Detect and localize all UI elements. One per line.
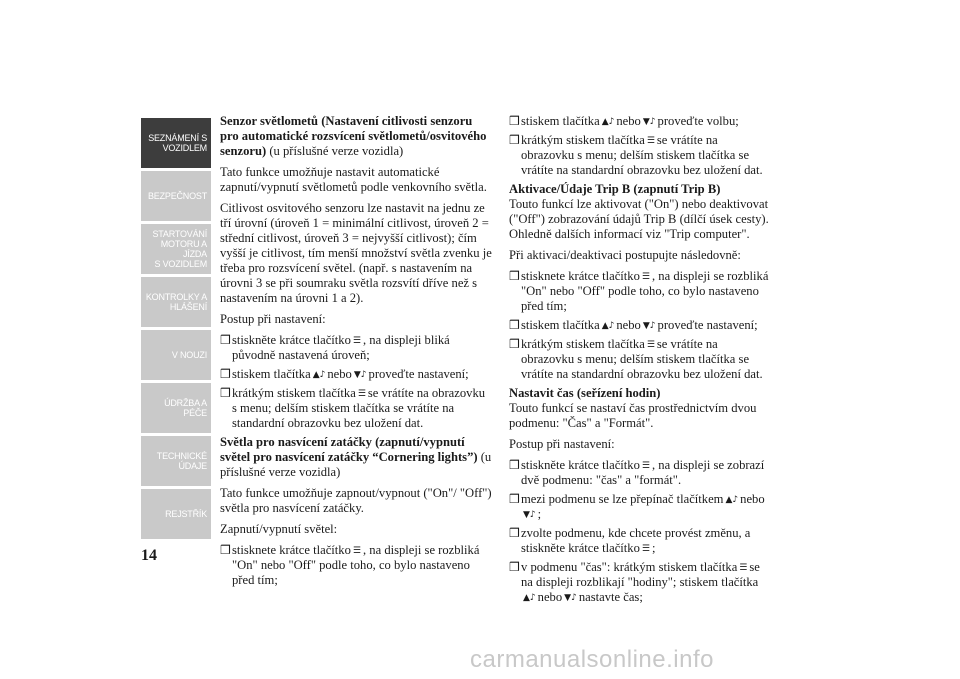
checkbox-bullet-icon: ❒	[509, 114, 520, 128]
tab-seznameni[interactable]: SEZNÁMENÍ S VOZIDLEM	[141, 118, 211, 168]
list-item: ❒ stiskem tlačítka ▲♪ nebo ▼♪ proveďte volbu;	[509, 114, 739, 128]
checkbox-bullet-icon: ❒	[220, 333, 231, 347]
section-heading: Světla pro nasvícení zatáčky (zapnutí/vypnutí světel pro nasvícení zatáčky “Cornering lights”) (u příslušné verze vozidla)	[220, 435, 492, 479]
list-item: ❒ zvolte podmenu, kde chcete provést změnu, a stiskněte krátce tlačítko ☰ ;	[509, 526, 751, 555]
checkbox-bullet-icon: ❒	[509, 318, 520, 332]
list-item: ❒ stiskem tlačítka ▲♪ nebo ▼♪ proveďte nastavení;	[509, 318, 758, 332]
paragraph: Zapnutí/vypnutí světel:	[220, 522, 338, 536]
list-item: ❒ v podmenu "čas": krátkým stiskem tlačítka ☰ se na displeji rozblikají "hodiny"; stiskem tlačítka▲♪ nebo ▼♪ nastavte čas;	[509, 560, 760, 604]
menu-button-icon: ☰	[352, 336, 361, 346]
tab-bezpecnost[interactable]: BEZPEČNOST	[141, 171, 211, 221]
menu-button-icon: ☰	[646, 340, 655, 350]
up-button-icon: ▲♪	[601, 117, 615, 127]
down-button-icon: ▼♪	[564, 593, 577, 603]
checkbox-bullet-icon: ❒	[509, 560, 520, 574]
menu-button-icon: ☰	[357, 389, 366, 399]
checkbox-bullet-icon: ❒	[509, 269, 520, 283]
paragraph: Postup při nastavení:	[220, 312, 326, 326]
menu-button-icon: ☰	[352, 546, 361, 556]
down-button-icon: ▼♪	[642, 117, 656, 127]
checkbox-bullet-icon: ❒	[220, 386, 231, 400]
tab-v-nouzi[interactable]: V NOUZI	[141, 330, 211, 380]
menu-button-icon: ☰	[641, 272, 650, 282]
tab-technicke[interactable]: TECHNICKÉ ÚDAJE	[141, 436, 211, 486]
checkbox-bullet-icon: ❒	[509, 337, 520, 351]
list-item: ❒ stisknete krátce tlačítko ☰ , na displeji se rozbliká "On" nebo "Off" podle toho, co bylo nastaveno před tím;	[509, 269, 769, 313]
paragraph: Touto funkcí lze aktivovat ("On") nebo deaktivovat ("Off") zobrazování údajů Trip B (dílčí úsek cesty). Ohledně dalších informací viz "Trip computer".	[509, 197, 769, 241]
right-column	[509, 114, 774, 609]
tab-udrzba[interactable]: ÚDRŽBA A PÉČE	[141, 383, 211, 433]
list-item: ❒ stiskněte krátce tlačítko ☰ , na displeji se zobrazí dvě podmenu: "čas" a "formát".	[509, 458, 765, 487]
checkbox-bullet-icon: ❒	[509, 526, 520, 540]
checkbox-bullet-icon: ❒	[220, 367, 231, 381]
down-button-icon: ▼♪	[523, 510, 536, 520]
list-item: ❒ mezi podmenu se lze přepínač tlačítkem ▲♪ nebo▼♪ ;	[509, 492, 765, 521]
watermark-text: carmanualsonline.info	[470, 646, 714, 673]
up-button-icon: ▲♪	[601, 321, 615, 331]
down-button-icon: ▼♪	[353, 370, 367, 380]
menu-button-icon: ☰	[646, 136, 655, 146]
menu-button-icon: ☰	[641, 461, 650, 471]
list-item: ❒ stiskem tlačítka ▲♪ nebo ▼♪ proveďte nastavení;	[220, 367, 469, 381]
up-button-icon: ▲♪	[312, 370, 326, 380]
checkbox-bullet-icon: ❒	[509, 458, 520, 472]
checkbox-bullet-icon: ❒	[220, 543, 231, 557]
tab-kontrolky[interactable]: KONTROLKY A HLÁŠENÍ	[141, 277, 211, 327]
paragraph: Touto funkcí se nastaví čas prostřednictvím dvou podmenu: "Čas" a "Formát".	[509, 401, 757, 430]
paragraph: Postup při nastavení:	[509, 437, 615, 451]
paragraph: Při aktivaci/deaktivaci postupujte následovně:	[509, 248, 741, 262]
up-button-icon: ▲♪	[523, 593, 536, 603]
tab-startovani[interactable]: STARTOVÁNÍ MOTORU A JÍZDA S VOZIDLEM	[141, 224, 211, 274]
list-item: ❒ stiskněte krátce tlačítko ☰ , na displeji bliká původně nastavená úroveň;	[220, 333, 450, 362]
section-tabs	[141, 118, 211, 542]
list-item: ❒ krátkým stiskem tlačítka ☰ se vrátíte na obrazovku s menu; delším stiskem tlačítka se vrátíte na standardní obrazovku bez uložení dat.	[509, 133, 763, 177]
section-heading: Senzor světlometů (Nastavení citlivosti senzoru pro automatické rozsvícení světlometů/osvitového senzoru) (u příslušné verze vozidla)	[220, 114, 487, 158]
list-item: ❒ stisknete krátce tlačítko ☰ , na displeji se rozbliká "On" nebo "Off" podle toho, co bylo nastaveno před tím;	[220, 543, 480, 587]
down-button-icon: ▼♪	[642, 321, 656, 331]
menu-button-icon: ☰	[641, 544, 650, 554]
list-item: ❒ krátkým stiskem tlačítka ☰ se vrátíte na obrazovku s menu; delším stiskem tlačítka se vrátíte na standardní obrazovku bez uložení dat.	[220, 386, 486, 430]
menu-button-icon: ☰	[739, 563, 748, 573]
section-heading: Aktivace/Údaje Trip B (zapnutí Trip B)	[509, 182, 721, 196]
paragraph: Citlivost osvitového senzoru lze nastavit na jednu ze tří úrovní (úroveň 1 = minimální citlivost, úroveň 2 = střední citlivost, úroveň 3 = nejvyšší citlivost); čím vyšší je citlivost, tím menší množství světla zvenku je třeba pro rozsvícení světel. (např. s nastavením na úrovni 3 se při soumraku světla rozsvítí dříve než s nastavením na úrovni 1 a 2).	[220, 201, 492, 305]
paragraph: Tato funkce umožňuje zapnout/vypnout ("On"/ "Off") světla pro nasvícení zatáčky.	[220, 486, 492, 515]
paragraph: Tato funkce umožňuje nastavit automatické zapnutí/vypnutí světlometů podle venkovního světla.	[220, 165, 487, 194]
left-column	[220, 114, 492, 592]
list-item: ❒ krátkým stiskem tlačítka ☰ se vrátíte na obrazovku s menu; delším stiskem tlačítka se vrátíte na standardní obrazovku bez uložení dat.	[509, 337, 763, 381]
up-button-icon: ▲♪	[725, 495, 739, 505]
checkbox-bullet-icon: ❒	[509, 492, 520, 506]
section-heading: Nastavit čas (seřízení hodin)	[509, 386, 661, 400]
tab-rejstrik[interactable]: REJSTŘÍK	[141, 489, 211, 539]
page-number: 14	[141, 547, 157, 564]
checkbox-bullet-icon: ❒	[509, 133, 520, 147]
